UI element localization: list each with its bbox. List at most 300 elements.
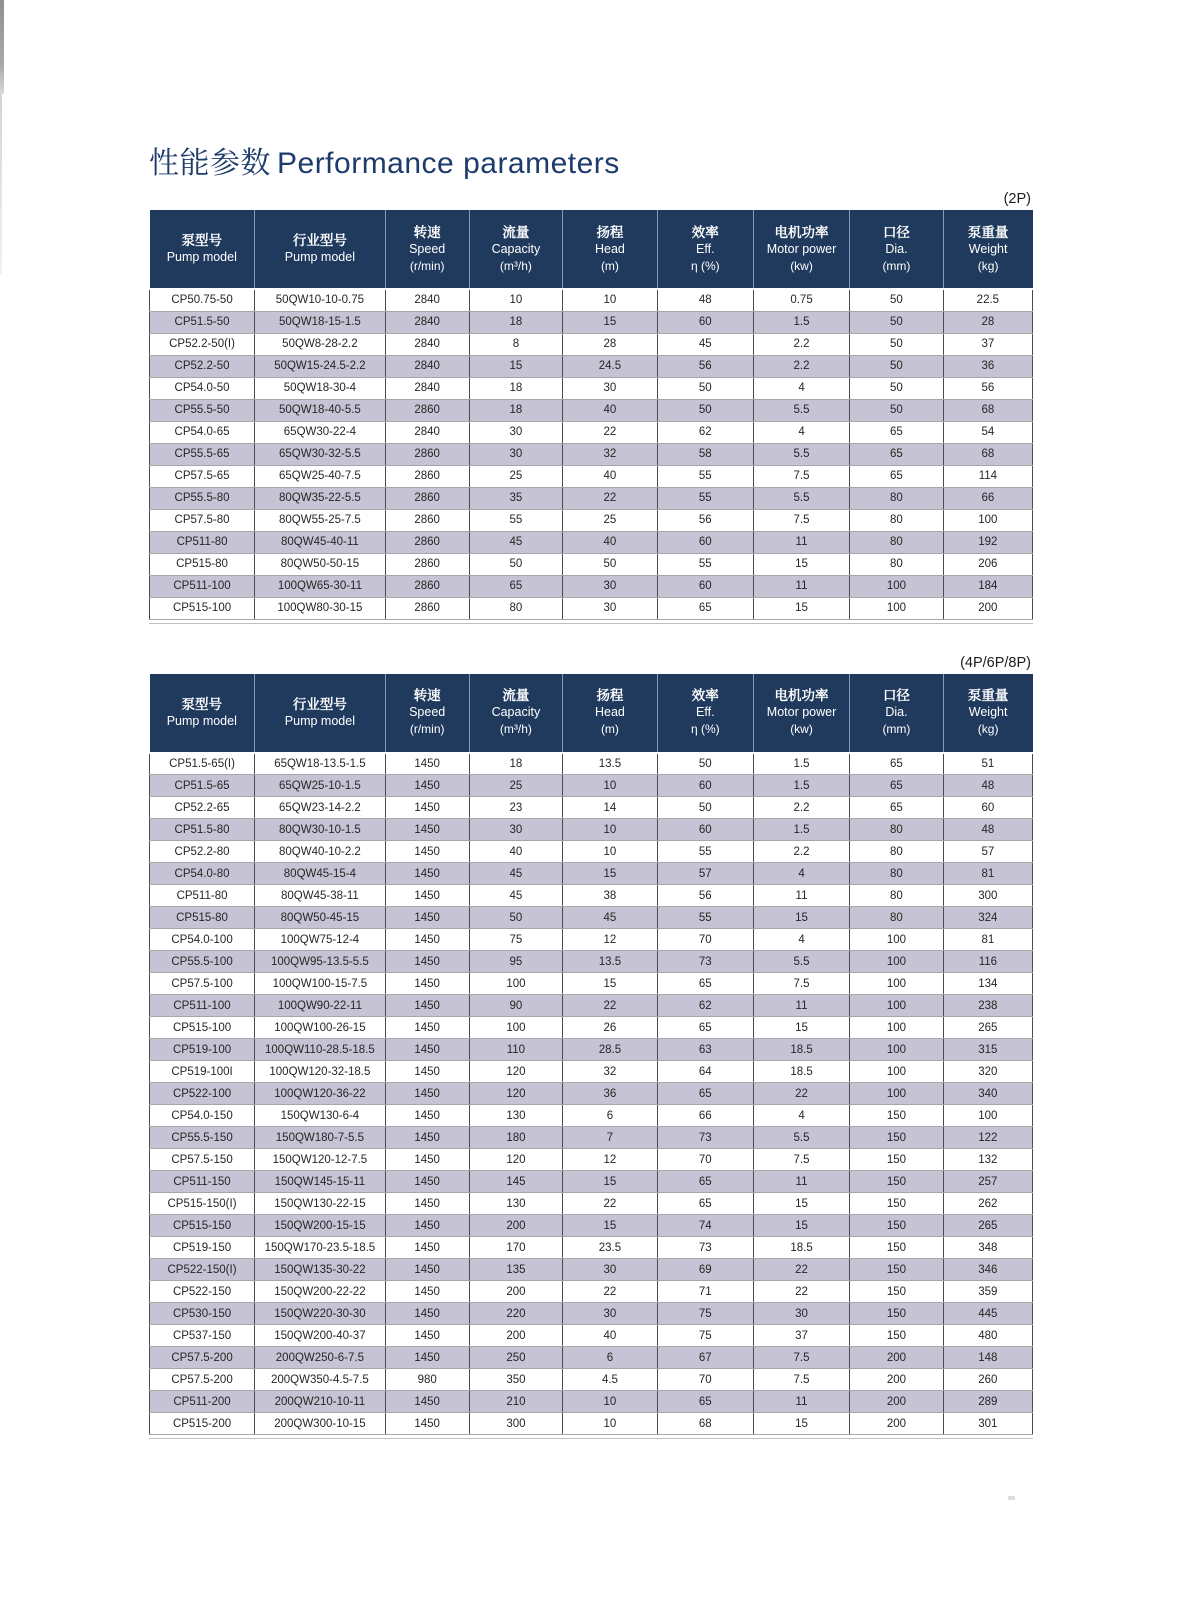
column-header-8: 泵重量 Weight (kg): [943, 210, 1032, 289]
table-row: [150, 819, 1033, 841]
table-row: [150, 1149, 1033, 1171]
table-cell: 70: [657, 1369, 753, 1391]
table-cell: 55: [469, 509, 563, 531]
table-cell: 100QW90-22-11: [255, 995, 386, 1017]
table-cell: CP522-100: [150, 1083, 255, 1105]
column-header-1: 行业型号 Pump model: [255, 674, 386, 753]
table-cell: 1450: [385, 1039, 469, 1061]
table-cell: CP530-150: [150, 1303, 255, 1325]
table-cell: 80QW45-40-11: [255, 531, 386, 553]
column-header-3: 流量 Capacity (m³/h): [469, 674, 563, 753]
table-cell: 206: [943, 553, 1032, 575]
table-cell: 80: [850, 553, 944, 575]
table-cell: 36: [563, 1083, 657, 1105]
page-speck-artifact: [1008, 1496, 1015, 1500]
table-cell: CP51.5-50: [150, 311, 255, 333]
table-cell: CP515-80: [150, 553, 255, 575]
table-cell: 56: [657, 509, 753, 531]
table-cell: 15: [753, 907, 849, 929]
table-cell: 260: [943, 1369, 1032, 1391]
table-cell: 51: [943, 753, 1032, 775]
table-cell: 300: [469, 1413, 563, 1435]
table-cell: 24.5: [563, 355, 657, 377]
table-cell: CP515-100: [150, 597, 255, 619]
table-row: [150, 973, 1033, 995]
table-cell: 32: [563, 443, 657, 465]
table-cell: 1450: [385, 1259, 469, 1281]
table-cell: 100QW100-26-15: [255, 1017, 386, 1039]
table-cell: 50: [850, 355, 944, 377]
table-cell: 80QW50-45-15: [255, 907, 386, 929]
table-cell: CP511-80: [150, 531, 255, 553]
table-cell: 2840: [385, 377, 469, 399]
table-cell: 75: [469, 929, 563, 951]
table-cell: 15: [563, 1171, 657, 1193]
table-bottom-rule: [149, 623, 1033, 624]
page-edge-artifact: [0, 0, 4, 94]
table-cell: 40: [563, 399, 657, 421]
table-cell: 63: [657, 1039, 753, 1061]
table-cell: 170: [469, 1237, 563, 1259]
table-cell: 1450: [385, 1303, 469, 1325]
table-cell: 80QW45-15-4: [255, 863, 386, 885]
table-cell: 18: [469, 399, 563, 421]
table-cell: 7: [563, 1127, 657, 1149]
table-cell: 100: [469, 973, 563, 995]
table-cell: 22: [753, 1281, 849, 1303]
table-cell: 10: [563, 841, 657, 863]
table-section-4p6p8p: [149, 655, 1033, 1440]
table-cell: 90: [469, 995, 563, 1017]
table-cell: 65QW25-40-7.5: [255, 465, 386, 487]
table-cell: 62: [657, 995, 753, 1017]
performance-table-4p6p8p: [149, 674, 1033, 1436]
table-row: [150, 575, 1033, 597]
table-cell: 11: [753, 1391, 849, 1413]
table-cell: 45: [469, 885, 563, 907]
table-cell: CP522-150: [150, 1281, 255, 1303]
table-cell: 100: [850, 995, 944, 1017]
performance-table-2p: [149, 210, 1033, 620]
page-content: [149, 138, 1033, 1439]
table-cell: 54: [943, 421, 1032, 443]
table-cell: 1450: [385, 797, 469, 819]
table-row: [150, 1039, 1033, 1061]
table-row: [150, 531, 1033, 553]
table-cell: 150QW120-12-7.5: [255, 1149, 386, 1171]
table-cell: 64: [657, 1061, 753, 1083]
table-cell: 184: [943, 575, 1032, 597]
table-cell: 80: [469, 597, 563, 619]
table-cell: 150QW130-6-4: [255, 1105, 386, 1127]
table-cell: 68: [657, 1413, 753, 1435]
table-cell: 265: [943, 1215, 1032, 1237]
table-cell: CP54.0-65: [150, 421, 255, 443]
table-cell: 116: [943, 951, 1032, 973]
table-cell: CP57.5-200: [150, 1347, 255, 1369]
table-cell: 100: [850, 1017, 944, 1039]
table-cell: 110: [469, 1039, 563, 1061]
table-cell: 350: [469, 1369, 563, 1391]
table-cell: 65: [657, 1017, 753, 1039]
table-row: [150, 1171, 1033, 1193]
table-row: [150, 289, 1033, 311]
table-cell: 359: [943, 1281, 1032, 1303]
table-cell: 65: [657, 1083, 753, 1105]
table-cell: 50: [657, 377, 753, 399]
table-cell: 122: [943, 1127, 1032, 1149]
table-cell: CP511-150: [150, 1171, 255, 1193]
table-cell: 150: [850, 1149, 944, 1171]
table-cell: 80QW45-38-11: [255, 885, 386, 907]
table-cell: 15: [469, 355, 563, 377]
table-cell: 200QW210-10-11: [255, 1391, 386, 1413]
table-cell: 65: [657, 1171, 753, 1193]
table-cell: 289: [943, 1391, 1032, 1413]
table-cell: 5.5: [753, 1127, 849, 1149]
table-cell: 150: [850, 1281, 944, 1303]
table-cell: 100: [850, 575, 944, 597]
table-cell: 2860: [385, 487, 469, 509]
table-cell: 23.5: [563, 1237, 657, 1259]
table-cell: 30: [469, 443, 563, 465]
table-cell: 5.5: [753, 951, 849, 973]
table-cell: 22: [563, 487, 657, 509]
table-cell: 1450: [385, 1413, 469, 1435]
table-cell: 120: [469, 1061, 563, 1083]
table-cell: 25: [469, 775, 563, 797]
table-cell: 66: [657, 1105, 753, 1127]
table-cell: 25: [563, 509, 657, 531]
table-cell: 15: [753, 1215, 849, 1237]
table-cell: 0.75: [753, 289, 849, 311]
table-cell: 65QW30-22-4: [255, 421, 386, 443]
table-cell: 4: [753, 863, 849, 885]
table-cell: 15: [563, 1215, 657, 1237]
table-cell: 15: [753, 1017, 849, 1039]
table-row: [150, 1391, 1033, 1413]
table-cell: 200QW250-6-7.5: [255, 1347, 386, 1369]
table-cell: 1450: [385, 1193, 469, 1215]
table-cell: 60: [657, 575, 753, 597]
table-cell: 100QW110-28.5-18.5: [255, 1039, 386, 1061]
table-cell: CP537-150: [150, 1325, 255, 1347]
table-cell: 65: [850, 797, 944, 819]
table-cell: 45: [657, 333, 753, 355]
table-cell: 100: [943, 1105, 1032, 1127]
table-cell: 60: [943, 797, 1032, 819]
table-cell: 74: [657, 1215, 753, 1237]
table-cell: 73: [657, 951, 753, 973]
table-cell: 81: [943, 863, 1032, 885]
table-body: [150, 289, 1033, 619]
table-cell: CP57.5-150: [150, 1149, 255, 1171]
table-cell: 10: [563, 1391, 657, 1413]
table-cell: 150QW135-30-22: [255, 1259, 386, 1281]
table-cell: 145: [469, 1171, 563, 1193]
table-cell: 80: [850, 841, 944, 863]
column-header-8: 泵重量 Weight (kg): [943, 674, 1032, 753]
table-cell: 220: [469, 1303, 563, 1325]
table-cell: CP515-200: [150, 1413, 255, 1435]
table-cell: 22: [563, 1193, 657, 1215]
table-row: [150, 951, 1033, 973]
table-cell: 11: [753, 575, 849, 597]
table-cell: 8: [469, 333, 563, 355]
table-cell: 200: [850, 1391, 944, 1413]
table-row: [150, 1369, 1033, 1391]
table-cell: 300: [943, 885, 1032, 907]
table-cell: 40: [469, 841, 563, 863]
table-cell: 71: [657, 1281, 753, 1303]
table-row: [150, 841, 1033, 863]
table-cell: 18.5: [753, 1061, 849, 1083]
table-cell: 50QW18-30-4: [255, 377, 386, 399]
column-header-5: 效率 Eff. η (%): [657, 210, 753, 289]
table-cell: 150: [850, 1127, 944, 1149]
table-cell: 1450: [385, 973, 469, 995]
table-cell: 50QW15-24.5-2.2: [255, 355, 386, 377]
table-cell: CP515-150(I): [150, 1193, 255, 1215]
table-cell: 4: [753, 421, 849, 443]
table-cell: 80QW50-50-15: [255, 553, 386, 575]
table-row: [150, 597, 1033, 619]
table-cell: 348: [943, 1237, 1032, 1259]
table-cell: 80: [850, 885, 944, 907]
table-row: [150, 775, 1033, 797]
table-cell: 10: [563, 289, 657, 311]
table-cell: 50: [850, 333, 944, 355]
table-cell: 1450: [385, 753, 469, 775]
table-cell: CP515-80: [150, 907, 255, 929]
table-cell: 15: [753, 553, 849, 575]
table-cell: 150: [850, 1303, 944, 1325]
table-cell: 48: [657, 289, 753, 311]
table-cell: 15: [753, 1193, 849, 1215]
table-cell: 1450: [385, 907, 469, 929]
table-cell: 30: [563, 377, 657, 399]
table-cell: 192: [943, 531, 1032, 553]
table-row: [150, 753, 1033, 775]
table-cell: 56: [657, 885, 753, 907]
table-cell: 75: [657, 1303, 753, 1325]
table-cell: 150QW200-15-15: [255, 1215, 386, 1237]
table-cell: 66: [943, 487, 1032, 509]
table-cell: CP52.2-50(I): [150, 333, 255, 355]
table-cell: 50: [469, 907, 563, 929]
table-cell: 150: [850, 1215, 944, 1237]
table-cell: CP511-100: [150, 995, 255, 1017]
table-cell: 2.2: [753, 797, 849, 819]
table-cell: 57: [943, 841, 1032, 863]
table-cell: 69: [657, 1259, 753, 1281]
table-cell: 1.5: [753, 753, 849, 775]
table-cell: 65QW25-10-1.5: [255, 775, 386, 797]
table-cell: CP522-150(I): [150, 1259, 255, 1281]
table-cell: 10: [563, 775, 657, 797]
table-cell: 150QW170-23.5-18.5: [255, 1237, 386, 1259]
table-cell: 65: [850, 775, 944, 797]
header-row: [150, 210, 1033, 289]
table-cell: 68: [943, 399, 1032, 421]
table-cell: 150QW130-22-15: [255, 1193, 386, 1215]
table-cell: 60: [657, 819, 753, 841]
table-cell: 135: [469, 1259, 563, 1281]
table-cell: 1.5: [753, 775, 849, 797]
table-cell: 18: [469, 753, 563, 775]
table-cell: 60: [657, 531, 753, 553]
table-cell: 100QW65-30-11: [255, 575, 386, 597]
table-cell: 257: [943, 1171, 1032, 1193]
table-cell: 45: [563, 907, 657, 929]
table-cell: 65: [850, 753, 944, 775]
table-cell: 37: [943, 333, 1032, 355]
table-cell: CP52.2-50: [150, 355, 255, 377]
table-cell: 2860: [385, 465, 469, 487]
table-cell: 40: [563, 465, 657, 487]
table-cell: 7.5: [753, 465, 849, 487]
table-cell: CP51.5-65(I): [150, 753, 255, 775]
table-cell: 73: [657, 1127, 753, 1149]
table-cell: 35: [469, 487, 563, 509]
table-cell: 2860: [385, 575, 469, 597]
table-cell: 22: [753, 1259, 849, 1281]
table-row: [150, 465, 1033, 487]
table-cell: 15: [753, 597, 849, 619]
table-cell: 18.5: [753, 1039, 849, 1061]
table-cell: 134: [943, 973, 1032, 995]
table-cell: 200QW350-4.5-7.5: [255, 1369, 386, 1391]
table-section-2p: [149, 191, 1033, 624]
table-cell: 200: [850, 1413, 944, 1435]
table-cell: CP519-100I: [150, 1061, 255, 1083]
table-cell: 32: [563, 1061, 657, 1083]
table-row: [150, 487, 1033, 509]
table-cell: 1.5: [753, 311, 849, 333]
table-cell: 38: [563, 885, 657, 907]
table-cell: 12: [563, 929, 657, 951]
table-cell: 15: [563, 863, 657, 885]
table-cell: 40: [563, 531, 657, 553]
table-cell: 12: [563, 1149, 657, 1171]
table-cell: 150QW200-22-22: [255, 1281, 386, 1303]
table-cell: 100: [850, 951, 944, 973]
table-row: [150, 1281, 1033, 1303]
table-cell: 100QW75-12-4: [255, 929, 386, 951]
table-cell: 48: [943, 819, 1032, 841]
table-cell: 80: [850, 509, 944, 531]
table-cell: 4: [753, 1105, 849, 1127]
table-cell: 80QW30-10-1.5: [255, 819, 386, 841]
table-cell: 346: [943, 1259, 1032, 1281]
table-cell: CP55.5-50: [150, 399, 255, 421]
table-cell: 2840: [385, 355, 469, 377]
table-row: [150, 885, 1033, 907]
table-cell: 1450: [385, 1105, 469, 1127]
table-cell: 50: [850, 377, 944, 399]
table-cell: 200: [469, 1325, 563, 1347]
table-cell: CP57.5-65: [150, 465, 255, 487]
table-cell: 15: [753, 1413, 849, 1435]
table-cell: 80QW55-25-7.5: [255, 509, 386, 531]
table-cell: 30: [469, 421, 563, 443]
table-cell: 210: [469, 1391, 563, 1413]
table-cell: 2860: [385, 597, 469, 619]
table-cell: 1450: [385, 995, 469, 1017]
table-cell: 45: [469, 863, 563, 885]
table-cell: 56: [657, 355, 753, 377]
page-edge-shadow: [0, 94, 2, 274]
table-cell: 5.5: [753, 487, 849, 509]
table-row: [150, 1083, 1033, 1105]
table-cell: 100: [943, 509, 1032, 531]
table-cell: 58: [657, 443, 753, 465]
table-cell: CP54.0-50: [150, 377, 255, 399]
table-cell: 80: [850, 819, 944, 841]
table-cell: 1450: [385, 1325, 469, 1347]
table-cell: 1450: [385, 885, 469, 907]
page-title: [149, 138, 1033, 182]
table-cell: 130: [469, 1193, 563, 1215]
table-cell: 2860: [385, 531, 469, 553]
table-row: [150, 1127, 1033, 1149]
table-cell: 65: [657, 597, 753, 619]
table-cell: 10: [563, 819, 657, 841]
table-cell: 2860: [385, 443, 469, 465]
table-cell: 11: [753, 885, 849, 907]
table-cell: 1450: [385, 1347, 469, 1369]
page-title-en: Performance parameters: [277, 147, 620, 180]
table-cell: 7.5: [753, 1149, 849, 1171]
table-cell: CP511-80: [150, 885, 255, 907]
table-cell: 30: [469, 819, 563, 841]
table-row: [150, 929, 1033, 951]
table-row: [150, 333, 1033, 355]
table-row: [150, 907, 1033, 929]
table-cell: CP519-100: [150, 1039, 255, 1061]
table-cell: 11: [753, 995, 849, 1017]
table-cell: 65: [850, 421, 944, 443]
table-cell: 28.5: [563, 1039, 657, 1061]
table-cell: 65: [657, 1193, 753, 1215]
table-cell: 445: [943, 1303, 1032, 1325]
table-cell: 150: [850, 1193, 944, 1215]
table-cell: 80: [850, 487, 944, 509]
table-cell: 56: [943, 377, 1032, 399]
table-cell: 132: [943, 1149, 1032, 1171]
table-cell: 80QW35-22-5.5: [255, 487, 386, 509]
table-cell: CP57.5-100: [150, 973, 255, 995]
table-cell: 50: [850, 289, 944, 311]
table-cell: 28: [943, 311, 1032, 333]
table-cell: CP55.5-100: [150, 951, 255, 973]
table-cell: 100: [850, 1039, 944, 1061]
table-cell: 15: [563, 311, 657, 333]
table-row: [150, 553, 1033, 575]
column-header-6: 电机功率 Motor power (kw): [753, 674, 849, 753]
table-cell: 7.5: [753, 973, 849, 995]
table-cell: 70: [657, 929, 753, 951]
table-bottom-rule: [149, 1438, 1033, 1439]
table-cell: 1450: [385, 841, 469, 863]
table-cell: 10: [469, 289, 563, 311]
column-header-3: 流量 Capacity (m³/h): [469, 210, 563, 289]
table-cell: 40: [563, 1325, 657, 1347]
table-cell: 80: [850, 907, 944, 929]
table-cell: 238: [943, 995, 1032, 1017]
page-title-cn: 性能参数: [149, 147, 271, 180]
column-header-7: 口径 Dia. (mm): [850, 674, 944, 753]
